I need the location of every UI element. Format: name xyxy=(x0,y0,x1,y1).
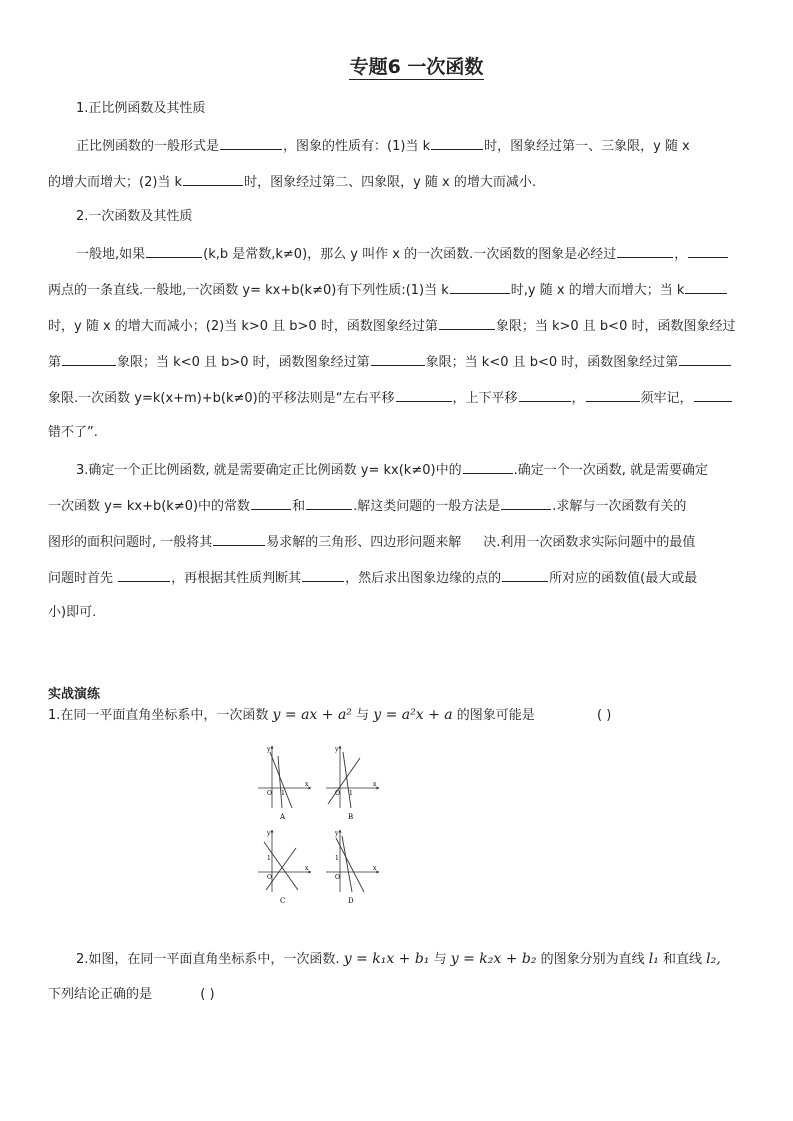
formula-2: y = a²x + a xyxy=(373,707,453,723)
answer-paren[interactable]: ( ) xyxy=(200,987,215,1002)
sec2-line5: 象限.一次函数 y=k(x+m)+b(k≠0)的平移法则是“左右平移 ，上下平移 ， 须牢记， xyxy=(48,388,746,408)
origin-label: O xyxy=(267,790,272,797)
question-2-line2: 下列结论正确的是 ( ) xyxy=(48,987,215,1002)
axis-x-label: x xyxy=(305,865,309,872)
answer-blank[interactable] xyxy=(694,388,732,402)
axis-y-label: y xyxy=(267,746,271,753)
answer-blank[interactable] xyxy=(251,496,291,510)
graph-a[interactable] xyxy=(258,746,310,821)
answer-blank[interactable] xyxy=(450,280,510,294)
formula-1: y = ax + a² xyxy=(272,707,352,723)
sec2-line6: 错不了”. xyxy=(48,425,98,440)
sec1-line2: 的增大而增大；(2)当 k 时，图象经过第二、四象限，y 随 x 的增大而减小. xyxy=(48,172,746,192)
line-l1-label: l₁ xyxy=(648,951,659,967)
answer-blank[interactable] xyxy=(118,568,170,582)
one-label: 1 xyxy=(267,855,271,862)
answer-blank[interactable] xyxy=(431,136,483,150)
axis-y-label: y xyxy=(335,830,339,837)
answer-blank[interactable] xyxy=(501,496,551,510)
answer-blank[interactable] xyxy=(685,280,727,294)
sec2-heading: 2.一次函数及其性质 xyxy=(76,209,193,224)
graph-label-c: C xyxy=(280,897,286,904)
graph-label-b: B xyxy=(348,813,354,821)
sec2-line2: 两点的一条直线.一般地,一次函数 y= kx+b(k≠0)有下列性质:(1)当 k 时,y 随 x 的增大而增大；当 k xyxy=(48,280,746,300)
answer-blank[interactable] xyxy=(302,568,344,582)
graph-b[interactable] xyxy=(326,746,378,821)
sec3-line4: 问题时首先 ，再根据其性质判断其 ，然后求出图象边缘的点的 所对应的函数值(最大或最 xyxy=(48,568,746,588)
answer-blank[interactable] xyxy=(213,532,265,546)
one-label: 1 xyxy=(335,855,339,862)
formula-3: y = k₁x + b₁ xyxy=(343,951,430,967)
answer-blank[interactable] xyxy=(371,352,425,366)
axis-x-label: x xyxy=(373,865,377,872)
origin-label: O xyxy=(335,790,340,797)
answer-blank[interactable] xyxy=(220,136,282,150)
graph-label-d: D xyxy=(348,897,354,904)
one-label: 1 xyxy=(349,790,353,797)
sec2-line4: 第 象限；当 k<0 且 b>0 时，函数图象经过第 象限；当 k<0 且 b<0 时，函数图象经过第 xyxy=(48,352,746,372)
answer-blank[interactable] xyxy=(62,352,116,366)
answer-blank[interactable] xyxy=(183,172,243,186)
answer-blank[interactable] xyxy=(679,352,731,366)
sec1-heading: 1.正比例函数及其性质 xyxy=(76,101,206,116)
question-2: 2.如图，在同一平面直角坐标系中，一次函数. y = k₁x + b₁ 与 y = k₂x + b₂ 的图象分别为直线 l₁ 和直线 l₂, xyxy=(76,951,721,967)
axis-y-label: y xyxy=(267,830,271,837)
one-label: 1 xyxy=(281,790,285,797)
graph-c[interactable] xyxy=(258,830,310,904)
sec3-line5: 小)即可. xyxy=(48,605,97,620)
answer-blank[interactable] xyxy=(586,388,640,402)
formula-4: y = k₂x + b₂ xyxy=(450,951,537,967)
sec3-line2: 一次函数 y= kx+b(k≠0)中的常数 和 .解这类问题的一般方法是 .求解与一次函数有关的 xyxy=(48,496,746,516)
answer-paren[interactable]: ( ) xyxy=(597,708,612,723)
answer-blank[interactable] xyxy=(688,244,728,258)
axis-y-label: y xyxy=(335,746,339,753)
answer-blank[interactable] xyxy=(306,496,352,510)
answer-blank[interactable] xyxy=(146,244,202,258)
sec1-line1: 正比例函数的一般形式是 ，图象的性质有：(1)当 k 时，图象经过第一、三象限，y 随 x xyxy=(76,136,746,156)
answer-blank[interactable] xyxy=(396,388,452,402)
sec2-line1: 一般地,如果 (k,b 是常数,k≠0)，那么 y 叫作 x 的一次函数.一次函数的图象是必经过 ， xyxy=(76,244,746,264)
sec2-line3: 时，y 随 x 的增大而减小；(2)当 k>0 且 b>0 时，函数图象经过第 象限；当 k>0 且 b<0 时，函数图象经过 xyxy=(48,316,746,336)
practice-heading: 实战演练 xyxy=(48,687,101,702)
origin-label: O xyxy=(267,874,272,881)
answer-blank[interactable] xyxy=(439,316,495,330)
option-graphs xyxy=(258,744,383,904)
sec3-line3: 图形的面积问题时, 一般将其 易求解的三角形、四边形问题来解 决.利用一次函数求实际问题中的最值 xyxy=(48,532,746,552)
graph-label-a: A xyxy=(280,813,286,821)
axis-x-label: x xyxy=(373,781,377,788)
sec3-line1: 3.确定一个正比例函数, 就是需要确定正比例函数 y= kx(k≠0)中的 .确定一个一次函数, 就是需要确定 xyxy=(76,460,746,480)
line-l2-label: l₂, xyxy=(706,951,721,967)
graph-d[interactable] xyxy=(326,830,378,904)
answer-blank[interactable] xyxy=(463,460,513,474)
axis-x-label: x xyxy=(305,781,309,788)
origin-label: O xyxy=(335,874,340,881)
question-1: 1.在同一平面直角坐标系中，一次函数 y = ax + a² 与 y = a²x + a 的图象可能是 ( ) xyxy=(48,707,612,723)
answer-blank[interactable] xyxy=(519,388,571,402)
page-title: 专题6 一次函数 xyxy=(349,56,484,78)
answer-blank[interactable] xyxy=(617,244,673,258)
answer-blank[interactable] xyxy=(502,568,548,582)
